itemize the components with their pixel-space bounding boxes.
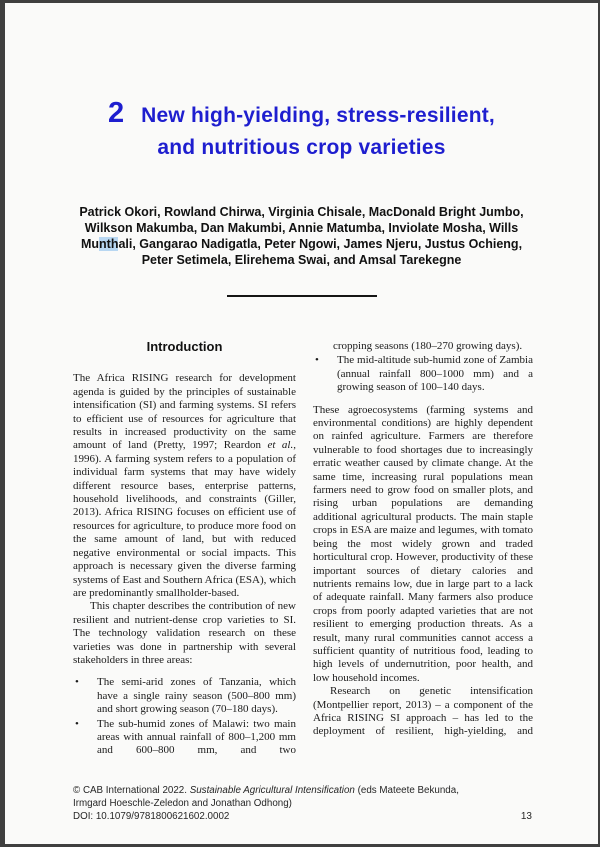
doi-line: DOI: 10.1079/9781800621602.0002 (73, 811, 230, 822)
page-number: 13 (520, 811, 532, 822)
authors-block (45, 204, 558, 268)
book-title: Sustainable Agricultural Intensification (189, 785, 355, 796)
chapter-title-line1 (5, 98, 598, 133)
bullet-icon: • (75, 717, 79, 730)
authors-line: Wilkson Makumba, Dan Makumbi, Annie Matumba, Inviolate Mosha, Wills (84, 221, 519, 235)
bullet-2-text: The sub-humid zones of Malawi: two main areas with annual rainfall of 800–1,200 mm and 600–800 mm, and two (97, 717, 296, 757)
section-heading-introduction: Introduction (146, 339, 223, 354)
bullet-icon: • (75, 676, 79, 689)
text-selection-highlight: nth (99, 237, 119, 251)
bullet-1-text: The semi-arid zones of Tanzania, which have a single rainy season (500–800 mm) and short growing season (70–180 days). (97, 676, 296, 716)
paragraph-1-text: The Africa RISING research for development agenda is guided by the principles of sustainable intensification (SI) and farming systems. SI refers to efficient use of resources for agriculture that results in increased productivity on the same amount of land (Pretty, 1997; Reardon (73, 372, 296, 452)
authors-line (45, 236, 558, 252)
paragraph-1-text-cont: , 1996). A farming system refers to a population of individual farm systems that may have widely different resource bases, enterprise patterns, household livelihoods, and constraints (Giller, 2013). Africa RISING focuses on efficient use of resources for agriculture, to produce more food on the same amount of land, but with reduced negative environmental or social impacts. This approach is necessary given the diverse farming systems of East and Southern Africa (ESA), which are predominantly smallholder-based. (73, 439, 297, 599)
paragraph-1 (73, 372, 296, 600)
bullet-3-text: The mid-altitude sub-humid zone of Zambia (annual rainfall 800–1000 mm) and a growing season of 100–140 days. (337, 354, 533, 394)
et-al-italic: et al. (267, 439, 294, 452)
copyright-line (73, 784, 532, 797)
chapter-title-line2: and nutritious crop varieties (157, 136, 446, 159)
authors-line: Peter Setimela, Elirehema Swai, and Amsal Tarekegne (141, 253, 462, 267)
book-page (5, 3, 598, 844)
bullet-icon: • (315, 354, 319, 367)
footer (73, 784, 532, 823)
authors-line3-post: ali, Gangarao Nadigatla, Peter Ngowi, James Njeru, Justus Ochieng, (118, 237, 523, 251)
bullet-2-continuation: cropping seasons (180–270 growing days). (333, 340, 523, 352)
list-item (73, 676, 296, 716)
paragraph-4: Research on genetic intensification (Montpellier report, 2013) – a component of the Africa RISING SI approach – has led to the deployment of resilient, high-yielding, and (313, 685, 533, 738)
paragraph-3: These agroecosystems (farming systems and environmental conditions) are highly dependent on rainfed agriculture. Farmers are therefore vulnerable to food shortages due to increasingly erratic weather caused by climate change. At the same time, increasing rural populations mean farmers need to grow food on smaller plots, and rising urban populations are demanding additional agricultural products. The main staple crops in ESA are maize and legumes, with tomato being the most widely grown and traded horticultural crop. However, productivity of these important sources of dietary calories and nutrients remains low, due in large part to a lack of adequate rainfall. Many farmers also produce crops from poorly adapted varieties that are not resilient to emerging production threats. As a result, many rural communities cannot access a sufficient quantity of nutritious food, leading to high levels of undernutrition, poor health, and low household incomes. (313, 403, 533, 684)
chapter-title-text: New high-yielding, stress-resilient, (141, 104, 495, 127)
list-item (313, 354, 533, 394)
copyright-post: (eds Mateete Bekunda, (354, 785, 459, 796)
bullet-list (73, 676, 296, 757)
authors-line3-pre: Mu (80, 237, 100, 251)
chapter-number: 2 (108, 97, 125, 129)
left-column (73, 340, 296, 758)
chapter-title-block (5, 98, 598, 163)
authors-line: Patrick Okori, Rowland Chirwa, Virginia Chisale, MacDonald Bright Jumbo, (79, 205, 524, 219)
body-columns (73, 340, 533, 758)
editors-line: Irmgard Hoeschle-Zeledon and Jonathan Odhong) (73, 798, 292, 809)
paragraph-2: This chapter describes the contribution of new resilient and nutrient-dense crop varieties to SI. The technology validation research on these varieties was done in partnership with several stakeholders in three areas: (73, 600, 296, 666)
divider-rule (227, 295, 377, 297)
list-item (73, 718, 296, 758)
copyright-pre: © CAB International 2022. (73, 785, 190, 796)
right-column (313, 340, 533, 758)
